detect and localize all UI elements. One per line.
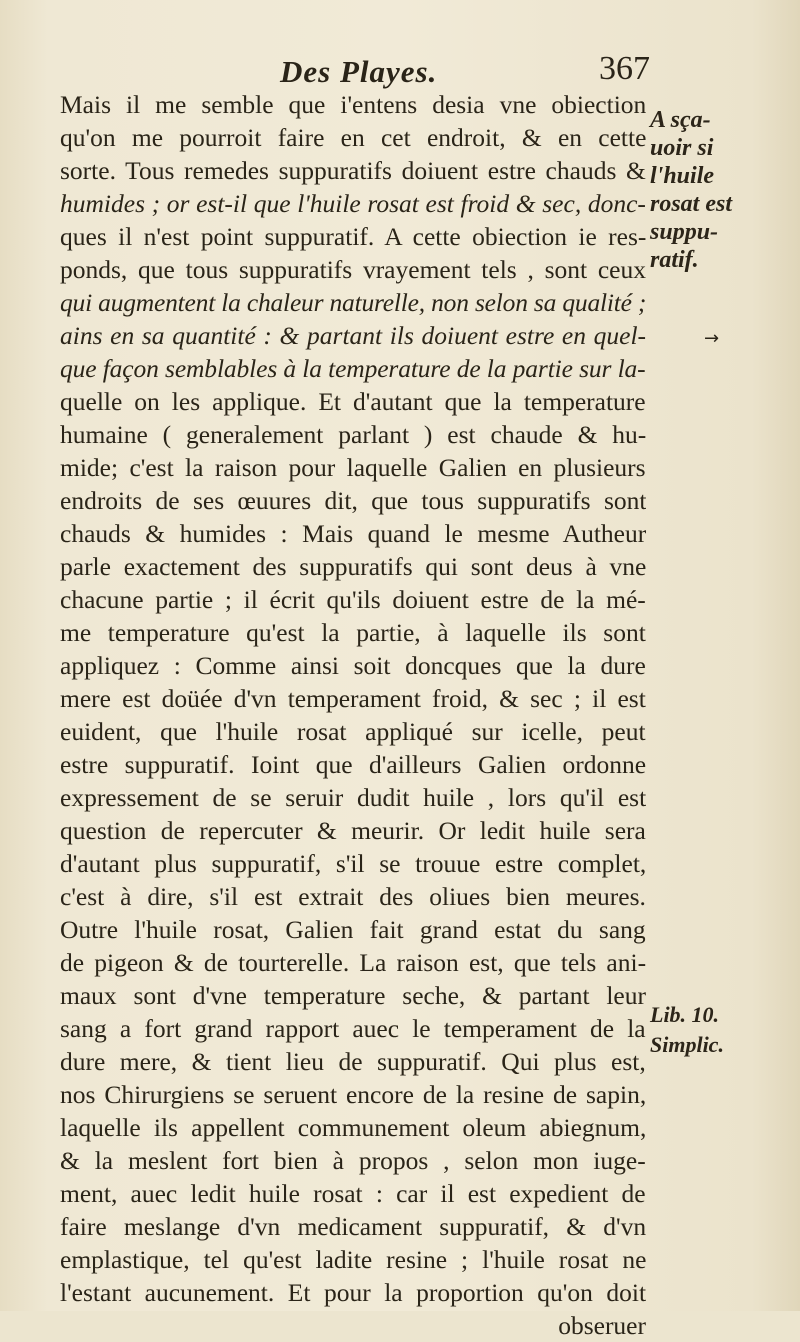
text-line: quelle on les applique. Et d'autant que la temperature [60, 387, 646, 416]
text-line: sorte. Tous remedes suppuratifs doiuent estre chauds & [60, 156, 646, 185]
margin-note-oil-rosat [650, 106, 790, 274]
margin-note-line: l'huile [650, 163, 715, 189]
text-line: l'estant aucunement. Et pour la proportion qu'on doit [60, 1278, 646, 1307]
text-line: ment, auec ledit huile rosat : car il est expedient de [60, 1179, 646, 1208]
text-line: mere est doüée d'vn temperament froid, & sec ; il est [60, 684, 646, 713]
text-line: appliquez : Comme ainsi soit doncques que la dure [60, 651, 646, 680]
text-line: euident, que l'huile rosat appliqué sur icelle, peut [60, 717, 646, 746]
text-line: humides ; or est-il que l'huile rosat est froid & sec, donc- [60, 189, 646, 218]
text-line: ponds, que tous suppuratifs vrayement tels , sont ceux [60, 255, 646, 284]
margin-note-reference [650, 1000, 790, 1060]
margin-note-line: suppu- [650, 219, 719, 245]
margin-note-line: Simplic. [650, 1032, 724, 1057]
text-line: expressement de se seruir dudit huile , lors qu'il est [60, 783, 646, 812]
margin-note-line: uoir si [650, 135, 714, 161]
text-line: maux sont d'vne temperature seche, & partant leur [60, 981, 646, 1010]
text-line: estre suppuratif. Ioint que d'ailleurs Galien ordonne [60, 750, 646, 779]
text-line: laquelle ils appellent communement oleum abiegnum, [60, 1113, 646, 1142]
page-header [60, 50, 650, 90]
text-line: qui augmentent la chaleur naturelle, non selon sa qualité ; [60, 288, 646, 317]
text-line: faire meslange d'vn medicament suppuratif, & d'vn [60, 1212, 646, 1241]
text-line: parle exactement des suppuratifs qui sont deus à vne [60, 552, 646, 581]
running-title: Des Playes. [280, 54, 438, 89]
text-line: Outre l'huile rosat, Galien fait grand estat du sang [60, 915, 646, 944]
text-line: c'est à dire, s'il est extrait des oliues bien meures. [60, 882, 646, 911]
text-line: sang a fort grand rapport auec le temperament de la [60, 1014, 646, 1043]
text-line: d'autant plus suppuratif, s'il se trouue estre complet, [60, 849, 646, 878]
text-line: humaine ( generalement parlant ) est chaude & hu- [60, 420, 646, 449]
text-line: emplastique, tel qu'est ladite resine ; l'huile rosat ne [60, 1245, 646, 1274]
text-line: ques il n'est point suppuratif. A cette obiection ie res- [60, 222, 646, 251]
pointer-mark: → [704, 328, 720, 349]
text-line: de pigeon & de tourterelle. La raison est, que tels ani- [60, 948, 646, 977]
page-number: 367 [599, 50, 650, 87]
text-line: chacune partie ; il écrit qu'ils doiuent estre de la mé- [60, 585, 646, 614]
text-line: dure mere, & tient lieu de suppuratif. Qui plus est, [60, 1047, 646, 1076]
margin-note-line: A sça- [650, 107, 711, 133]
text-line: endroits de ses œuures dit, que tous suppuratifs sont [60, 486, 646, 515]
text-line: obseruer [558, 1311, 646, 1340]
text-line: question de repercuter & meurir. Or ledit huile sera [60, 816, 646, 845]
text-line: Mais il me semble que i'entens desia vne obiection [60, 90, 646, 119]
text-line: qu'on me pourroit faire en cet endroit, & en cette [60, 123, 646, 152]
margin-note-line: rosat est [650, 191, 733, 217]
text-line: chauds & humides : Mais quand le mesme Autheur [60, 519, 646, 548]
text-line: nos Chirurgiens se seruent encore de la resine de sapin, [60, 1080, 646, 1109]
text-line: ains en sa quantité : & partant ils doiuent estre en quel- [60, 321, 646, 350]
margin-note-line: Lib. 10. [650, 1002, 720, 1027]
margin-note-line: ratif. [650, 247, 699, 273]
body-text [60, 88, 646, 1342]
text-line: me temperature qu'est la partie, à laquelle ils sont [60, 618, 646, 647]
text-line: que façon semblables à la temperature de la partie sur la- [60, 354, 646, 383]
text-line: & la meslent fort bien à propos , selon mon iuge- [60, 1146, 646, 1175]
text-line: mide; c'est la raison pour laquelle Galien en plusieurs [60, 453, 646, 482]
